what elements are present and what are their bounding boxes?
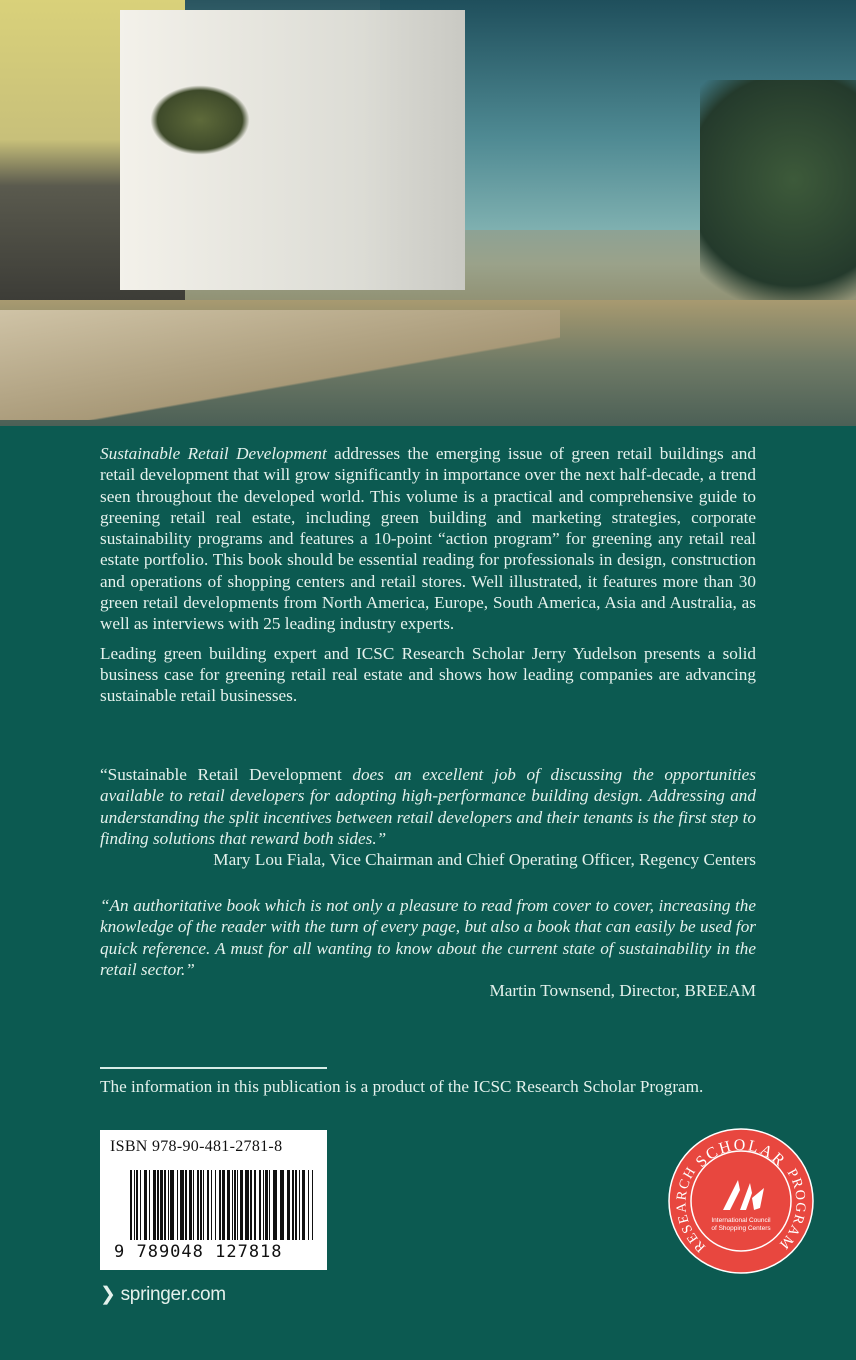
barcode-bar [211, 1170, 212, 1240]
book-description [100, 443, 756, 715]
barcode-bar [232, 1170, 233, 1240]
barcode-bar [160, 1170, 163, 1240]
author-paragraph: Leading green building expert and ICSC Research Scholar Jerry Yudelson presents a solid business case for greening retail real estate and shows how leading companies are advancing sustainable retail businesses. [100, 643, 756, 706]
barcode-bar [273, 1170, 277, 1240]
svg-text:of Shopping Centers: of Shopping Centers [711, 1225, 771, 1232]
barcode-bar [302, 1170, 305, 1240]
publisher-website[interactable] [100, 1283, 226, 1306]
review-quote-1 [100, 764, 756, 870]
barcode-bar [164, 1170, 166, 1240]
barcode-bar [134, 1170, 135, 1240]
barcode-bar [144, 1170, 147, 1240]
barcode-bar [308, 1170, 309, 1240]
icsc-research-scholar-logo [668, 1128, 814, 1274]
barcode-bar [299, 1170, 300, 1240]
barcode-bar [130, 1170, 132, 1240]
chevron-right-icon: ❯ [100, 1284, 121, 1305]
barcode-bar [265, 1170, 268, 1240]
barcode-bar [287, 1170, 290, 1240]
barcode-bar [197, 1170, 199, 1240]
barcode-bar [269, 1170, 270, 1240]
barcode-bar [254, 1170, 256, 1240]
barcode-bar [240, 1170, 243, 1240]
book-title-italic: Sustainable Retail Development [100, 444, 327, 463]
barcode-bar [149, 1170, 150, 1240]
quote-attribution: Mary Lou Fiala, Vice Chairman and Chief Operating Officer, Regency Centers [213, 850, 756, 870]
barcode-bar [215, 1170, 216, 1240]
barcode-bar [259, 1170, 261, 1240]
barcode-number: 9 789048 127818 [114, 1242, 283, 1262]
barcode-bar [295, 1170, 297, 1240]
barcode-bar [200, 1170, 202, 1240]
description-text: addresses the emerging issue of green retail buildings and retail development that will grow significantly in importance over the next half-decade, a trend seen throughout the developed world. This volume is a practical and comprehensive guide to greening retail real estate, including green building and marketing strategies, corporate sustainability programs and features a 10-point “action program” for greening any retail real estate portfolio. This book should be essential reading for professionals in design, construction and operations of shopping centers and retail stores. Well illustrated, it features more than 30 green retail developments from North America, Europe, South America, Asia and Australia, as well as interviews with 25 leading industry experts. [100, 444, 756, 634]
barcode-bar [136, 1170, 138, 1240]
barcode-bar [292, 1170, 294, 1240]
barcode-bar [170, 1170, 174, 1240]
barcode-bar [153, 1170, 156, 1240]
svg-text:International Council: International Council [711, 1217, 771, 1224]
isbn-barcode [100, 1130, 327, 1270]
barcode-bar [168, 1170, 169, 1240]
barcode-bar [193, 1170, 194, 1240]
review-quote-2 [100, 895, 756, 1001]
barcode-bar [185, 1170, 187, 1240]
divider [100, 1067, 327, 1069]
barcode-bar [237, 1170, 238, 1240]
barcode-bar [203, 1170, 204, 1240]
publication-info: The information in this publication is a product of the ICSC Research Scholar Program. [100, 1077, 704, 1096]
barcode-bar [263, 1170, 264, 1240]
quote-body: does an excellent job of discussing the opportunities available to retail developers for adopting high-performance building design. Addressing and understanding the split incentives between retail developers and their tenants is the first step to finding solutions that reward both sides.” [100, 765, 756, 848]
barcode-bar [177, 1170, 178, 1240]
svg-text:RESEARCH: RESEARCH [674, 1164, 709, 1255]
quote-attribution: Martin Townsend, Director, BREEAM [489, 981, 756, 1001]
barcode-bar [157, 1170, 159, 1240]
barcode-bar [180, 1170, 184, 1240]
barcode-bar [207, 1170, 209, 1240]
svg-text:SCHOLAR: SCHOLAR [692, 1136, 790, 1171]
svg-text:PROGRAM: PROGRAM [775, 1166, 808, 1253]
barcode-bars [130, 1170, 316, 1252]
barcode-bar [312, 1170, 313, 1240]
barcode-bar [219, 1170, 221, 1240]
barcode-bar [245, 1170, 249, 1240]
isbn-text: ISBN 978-90-481-2781-8 [110, 1138, 283, 1155]
barcode-bar [189, 1170, 192, 1240]
barcode-bar [250, 1170, 252, 1240]
barcode-bar [227, 1170, 230, 1240]
quote-text [100, 764, 756, 849]
quote-title: “Sustainable Retail Development [100, 765, 353, 784]
description-paragraph [100, 443, 756, 635]
quote-text: “An authoritative book which is not only a pleasure to read from cover to cover, increasing the knowledge of the reader with the turn of every page, but also a book that can easily be used for quick reference. A must for all wanting to know about the current state of sustainability in the retail sector.” [100, 896, 756, 979]
barcode-bar [280, 1170, 284, 1240]
barcode-bar [222, 1170, 225, 1240]
cover-photo-shopping-center [0, 0, 856, 426]
barcode-bar [140, 1170, 141, 1240]
website-text: springer.com [120, 1284, 226, 1305]
barcode-bar [234, 1170, 236, 1240]
